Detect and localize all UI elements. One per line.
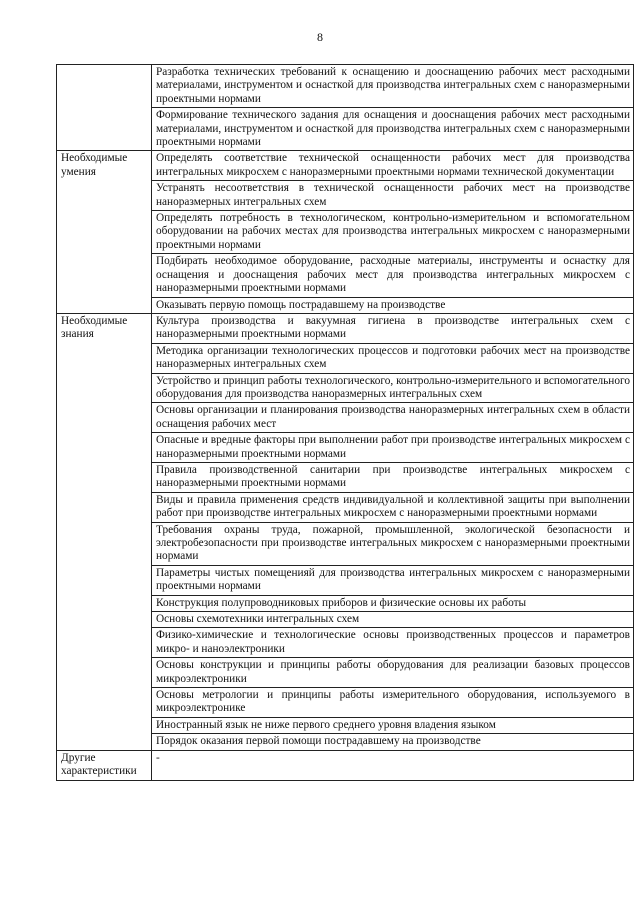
table-row — [57, 65, 634, 108]
section-item: Основы схемотехники интегральных схем — [152, 612, 634, 628]
requirements-table — [56, 64, 634, 781]
section-item: Методика организации технологических процессов и подготовки рабочих мест на производстве наноразмерных интегральных схем — [152, 343, 634, 373]
section-item: Культура производства и вакуумная гигиена в производстве интегральных схем с наноразмерными проектными нормами — [152, 313, 634, 343]
section-item: Оказывать первую помощь пострадавшему на производстве — [152, 297, 634, 313]
table-row — [57, 750, 634, 780]
section-item: Устранять несоответствия в технической оснащенности рабочих мест на производстве наноразмерных интегральных схем — [152, 181, 634, 211]
section-item: Правила производственной санитарии при производстве интегральных микросхем с наноразмерными проектными нормами — [152, 462, 634, 492]
section-label: Другие характеристики — [57, 750, 152, 780]
section-item: Требования охраны труда, пожарной, промышленной, экологической безопасности и электробезопасности при производстве интегральных микросхем с наноразмерными проектными нормами — [152, 522, 634, 565]
section-item: Опасные и вредные факторы при выполнении работ при производстве интегральных микросхем с наноразмерными проектными нормами — [152, 433, 634, 463]
section-item: Основы конструкции и принципы работы оборудования для реализации базовых процессов микроэлектроники — [152, 658, 634, 688]
section-item: Физико-химические и технологические основы производственных процессов и параметров микро- и наноэлектроники — [152, 628, 634, 658]
section-item: Основы метрологии и принципы работы измерительного оборудования, используемого в микроэлектронике — [152, 688, 634, 718]
section-item: Формирование технического задания для оснащения и дооснащения рабочих мест расходными материалами, инструментом и оснасткой для производства интегральных схем с наноразмерными проектными нормами — [152, 108, 634, 151]
section-item: Подбирать необходимое оборудование, расходные материалы, инструменты и оснастку для оснащения и дооснащения рабочих мест для производства интегральных микросхем с наноразмерными проектными нормами — [152, 254, 634, 297]
section-item: Параметры чистых помещенияй для производства интегральных микросхем с наноразмерными проектными нормами — [152, 565, 634, 595]
section-label: Необходимые знания — [57, 313, 152, 750]
section-label — [57, 65, 152, 151]
section-item: Определять потребность в технологическом, контрольно-измерительном и вспомогательном оборудовании на рабочих местах для производства интегральных микросхем с наноразмерными проектными нормами — [152, 211, 634, 254]
section-item: Разработка технических требований к оснащению и дооснащению рабочих мест расходными материалами, инструментом и оснасткой для производства интегральных схем с наноразмерными проектными нормами — [152, 65, 634, 108]
section-item: - — [152, 750, 634, 780]
section-item: Основы организации и планирования производства наноразмерных интегральных схем в области оснащения рабочих мест — [152, 403, 634, 433]
section-item: Порядок оказания первой помощи пострадавшему на производстве — [152, 734, 634, 750]
section-item: Определять соответствие технической оснащенности рабочих мест для производства интегральных микросхем с наноразмерными проектными нормами технической документации — [152, 151, 634, 181]
table-row — [57, 151, 634, 181]
section-label: Необходимые умения — [57, 151, 152, 313]
table-row — [57, 313, 634, 343]
section-item: Устройство и принцип работы технологического, контрольно-измерительного и вспомогательного оборудования для производства наноразмерных интегральных схем — [152, 373, 634, 403]
section-item: Иностранный язык не ниже первого среднего уровня владения языком — [152, 717, 634, 733]
section-item: Конструкция полупроводниковых приборов и физические основы их работы — [152, 595, 634, 611]
section-item: Виды и правила применения средств индивидуальной и коллективной защиты при выполнении работ при производстве интегральных микросхем с наноразмерными проектными нормами — [152, 492, 634, 522]
page-number: 8 — [317, 30, 323, 44]
requirements-table-body — [57, 65, 634, 781]
